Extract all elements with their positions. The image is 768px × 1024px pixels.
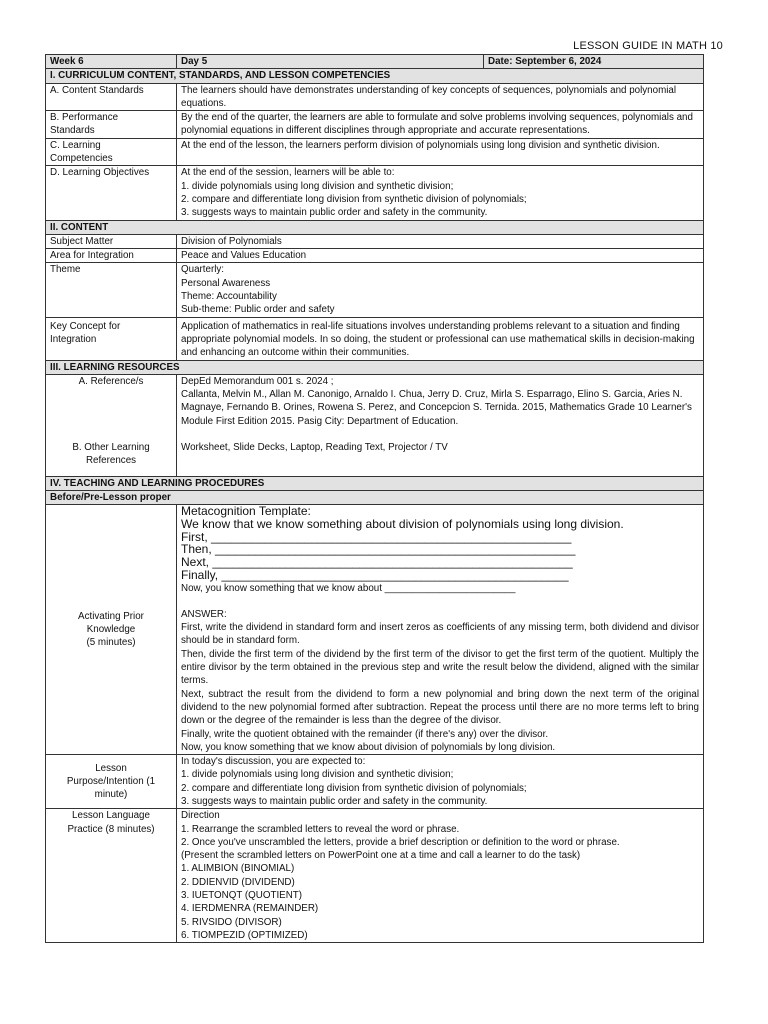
area-integration-text: Peace and Values Education [177,249,704,263]
blank-line: Finally, ____________________________________________________ [181,567,569,582]
theme-row [46,263,704,317]
row-label: D. Learning Objectives [46,166,177,220]
section-subtitle: Before/Pre-Lesson proper [46,491,704,505]
scrambled-word: 1. ALIMBION (BINOMIAL) [181,863,295,875]
row-label: A. Content Standards [46,83,177,111]
purpose-item: 2. compare and differentiate long division from synthetic division of polynomials; [181,782,527,794]
section-resources-header [46,360,704,374]
row-label: Area for Integration [46,249,177,263]
scrambled-word: 5. RIVSIDO (DIVISOR) [181,916,282,928]
activating-prior-knowledge-content: Metacognition Template: We know that we know something about division of polynomials using long division. First, ______________________________________________________ Then, ______________________________________________________ Next, ______________________________________________________ Finally, ____________________________________________________ Now, you know something that we know about ________________________ ANSWER: First, write the dividend in standard form and insert zeros as coefficients of any missing term, both dividend and divisor should be in standard form. Then, divide the first term of the dividend by the first term of the divisor to get the first term of the quotient. Multiply the entire divisor by the term obtained in the previous step and write the result below the dividend, aligned with the similar terms. Next, subtract the result from the dividend to form a new polynomial and bring down the next term of the original dividend to the new polynomial formed after subtraction. Repeat the process until there are no more terms left to bring down or the degree of the remainder is less than the degree of the divisor. Finally, write the quotient obtained with the remainder (if there's any) over the divisor. Now, you know something that we know about division of polynomials by long division. [177,505,704,755]
direction-step: 2. Once you've unscrambled the letters, provide a brief description or definition to the word or phrase. [181,836,620,848]
scrambled-word: 4. IERDMENRA (REMAINDER) [181,903,319,915]
answer-paragraph: Finally, write the quotient obtained with the remainder (if there's any) over the divisor. [181,728,549,740]
key-concept-row [46,317,704,360]
content-standards-row [46,83,704,111]
objective-item: 1. divide polynomials using long division and synthetic division; [181,180,454,192]
date-cell: Date: September 6, 2024 [484,55,704,69]
lesson-guide-table [45,54,704,943]
section-title: III. LEARNING RESOURCES [46,360,704,374]
direction-step: 1. Rearrange the scrambled letters to reveal the word or phrase. [181,823,460,835]
section-title: II. CONTENT [46,220,704,234]
performance-standards-row [46,111,704,139]
objective-item: 2. compare and differentiate long division from synthetic division of polynomials; [181,193,527,205]
row-label: Key Concept for Integration [46,317,177,360]
learning-competencies-row [46,138,704,166]
answer-paragraph: Then, divide the first term of the dividend by the first term of the divisor to get the first term of the quotient. Multiply the entire divisor by the term obtained in the previous step and write the result below the dividend, aligned with the similar terms. [181,648,699,687]
row-label: Lesson Language Practice (8 minutes) [46,809,177,943]
row-label: Activating Prior Knowledge (5 minutes) [46,505,177,755]
area-integration-row [46,249,704,263]
section-curriculum-header [46,69,704,83]
lesson-language-practice-row [46,809,704,943]
lesson-language-practice-content: Direction 1. Rearrange the scrambled letters to reveal the word or phrase. 2. Once you've unscrambled the letters, provide a brief description or definition to the word or phrase. (Present the scrambled letters on PowerPoint one at a time and call a learner to do the task) 1. ALIMBION (BINOMIAL) 2. DDIENVID (DIVIDEND) 3. IUETONQT (QUOTIENT) 4. IERDMENRA (REMAINDER) 5. RIVSIDO (DIVISOR) 6. TIOMPEZID (OPTIMIZED) [177,809,704,943]
subject-matter-text: Division of Polynomials [177,234,704,248]
references-row [46,374,704,476]
purpose-item: 1. divide polynomials using long division and synthetic division; [181,769,454,781]
scrambled-word: 6. TIOMPEZID (OPTIMIZED) [181,929,308,941]
content-standards-text: The learners should have demonstrates understanding of key concepts of sequences, polynomials and polynomial equations. [177,83,704,111]
week-day-date-row [46,55,704,69]
lesson-purpose-row [46,755,704,809]
row-label: A. Reference/s B. Other Learning References [46,374,177,476]
section-title: IV. TEACHING AND LEARNING PROCEDURES [46,476,704,490]
metacognition-template: Metacognition Template: We know that we know something about division of polynomials using long division. First, ______________________________________________________ Then, ______________________________________________________ Next, ______________________________________________________ Finally, ____________________________________________________ [181,505,699,581]
row-label: Lesson Purpose/Intention (1 minute) [46,755,177,809]
purpose-item: 3. suggests ways to maintain public order and safety in the community. [181,795,488,807]
learning-objectives-text: At the end of the session, learners will be able to: 1. divide polynomials using long division and synthetic division; 2. compare and differentiate long division from synthetic division of polynomials; 3. suggests ways to maintain public order and safety in the community. [177,166,704,220]
activating-prior-knowledge-row [46,505,704,755]
answer-label: ANSWER: [181,608,227,620]
subject-matter-row [46,234,704,248]
row-label: Subject Matter [46,234,177,248]
blank-line: First, ______________________________________________________ [181,529,572,544]
row-label: B. Performance Standards [46,111,177,139]
learning-competencies-text: At the end of the lesson, the learners perform division of polynomials using long division and synthetic division. [177,138,704,166]
day-cell: Day 5 [177,55,484,69]
references-text: DepEd Memorandum 001 s. 2024 ; Callanta, Melvin M., Allan M. Canonigo, Arnaldo I. Chua, Jerry D. Cruz, Mirla S. Esparrago, Elino S. Garcia, Aries N. Magnaye, Fernando B. Orines, Rowena S. Perez, and Concepcion S. Ternida. 2015, Mathematics Grade 10 Learner's Module First Edition 2015. Pasig City: Department of Education. Worksheet, Slide Decks, Laptop, Reading Text, Projector / TV [177,374,704,476]
theme-text: Quarterly: Personal Awareness Theme: Accountability Sub-theme: Public order and safety [177,263,704,317]
document-title: LESSON GUIDE IN MATH 10 [573,40,723,52]
direction-step: (Present the scrambled letters on PowerPoint one at a time and call a learner to do the task) [181,850,581,862]
scrambled-word: 3. IUETONQT (QUOTIENT) [181,890,303,902]
answer-paragraph: Next, subtract the result from the dividend to form a new polynomial and bring down the next term of the original dividend to the new polynomial formed after subtraction. Repeat the process until there are no more terms left to bring down or the degree of the remainder is less than the degree of the divisor. [181,688,699,727]
answer-paragraph: First, write the dividend in standard form and insert zeros as coefficients of any missing term, both dividend and divisor should be in standard form. [181,622,699,647]
section-content-header [46,220,704,234]
blank-line: Then, ______________________________________________________ [181,542,576,557]
section-pre-lesson-header [46,491,704,505]
other-references-text: Worksheet, Slide Decks, Laptop, Reading Text, Projector / TV [181,442,448,454]
blank-line: Next, ______________________________________________________ [181,555,573,570]
objective-item: 3. suggests ways to maintain public order and safety in the community. [181,207,488,219]
section-title: I. CURRICULUM CONTENT, STANDARDS, AND LESSON COMPETENCIES [46,69,704,83]
performance-standards-text: By the end of the quarter, the learners are able to formulate and solve problems involving sequences, polynomials and polynomial equations in different disciplines through appropriate and accurate representations. [177,111,704,139]
scrambled-word: 2. DDIENVID (DIVIDEND) [181,876,295,888]
row-label: C. Learning Competencies [46,138,177,166]
lesson-purpose-content: In today's discussion, you are expected to: 1. divide polynomials using long division and synthetic division; 2. compare and differentiate long division from synthetic division of polynomials; 3. suggests ways to maintain public order and safety in the community. [177,755,704,809]
section-procedures-header [46,476,704,490]
learning-objectives-row [46,166,704,220]
row-label: Theme [46,263,177,317]
key-concept-text: Application of mathematics in real-life situations involves understanding problems relevant to a situation and finding appropriate polynomial models. In so doing, the student or professional can use mathematical skills in decision-making and enhancing an outcome within their communities. [177,317,704,360]
week-cell: Week 6 [46,55,177,69]
answer-paragraph: Now, you know something that we know about division of polynomials by long division. [181,741,556,753]
